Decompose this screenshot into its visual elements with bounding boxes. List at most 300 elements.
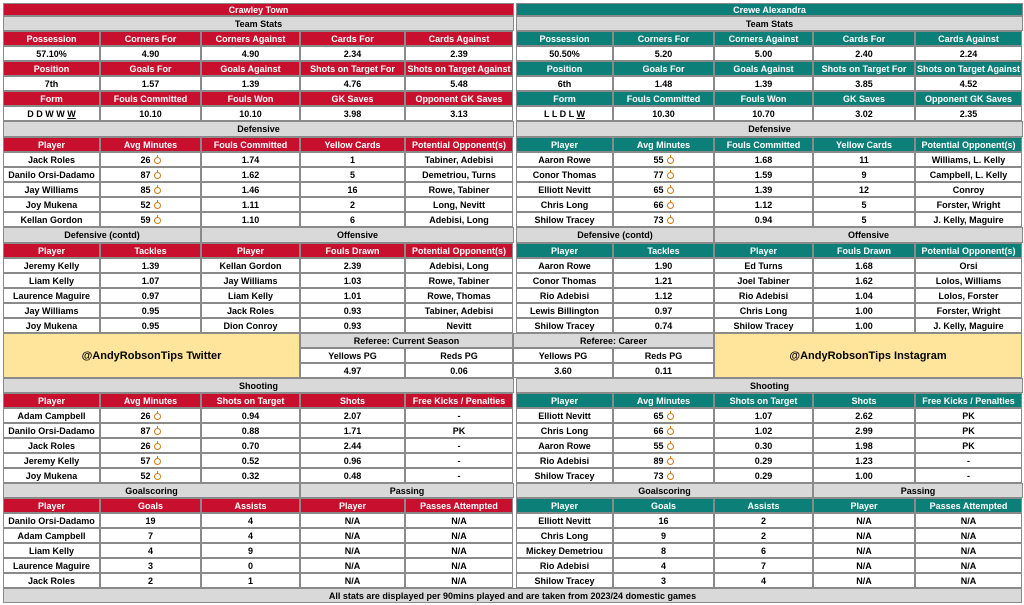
team-crawley-shooting-cell-4-3-text: 0.48 [343, 470, 362, 481]
team-crewe-row1-value-4-text: 2.24 [959, 48, 978, 59]
team-crawley-goalscoring-cell-3-1-text: 3 [147, 560, 153, 571]
referee-career-value-1-text: 0.11 [654, 365, 673, 376]
team-crewe-goalscoring-cell-3-2 [714, 558, 813, 573]
team-crawley-shooting-cell-0-0-text: Adam Campbell [17, 410, 86, 421]
team-crawley-row1-header-1 [100, 31, 201, 46]
team-crewe-shooting-cell-4-3-text: 1.00 [855, 470, 873, 481]
team-crawley-defensive-cell-4-2 [201, 212, 300, 227]
team-crewe-defensive-header-2-text: Fouls Committed [726, 139, 801, 150]
team-crawley-row2-header-3 [300, 61, 405, 76]
team-crewe-name [516, 3, 1023, 16]
team-crawley-row2-value-2-text: 1.39 [241, 78, 260, 89]
team-crawley-shooting-cell-0-3-text: 2.07 [343, 410, 362, 421]
team-crewe-row3-value-4 [915, 106, 1022, 121]
team-crewe-defensive-contd-cell-0-1-text: 1.90 [654, 260, 673, 271]
team-crawley-shooting-cell-1-3-text: 1.71 [343, 425, 362, 436]
team-crawley-offensive-cell-0-1-text: 2.39 [343, 260, 362, 271]
team-crewe-defensive-contd-cell-4-1-text: 0.74 [654, 320, 673, 331]
team-crewe-defensive-contd-title [516, 227, 714, 243]
team-crewe-row3-value-4-text: 2.35 [959, 108, 978, 119]
team-crewe-goalscoring-cell-0-0-text: Elliott Nevitt [538, 515, 591, 526]
team-crewe-defensive-cell-1-4 [915, 167, 1022, 182]
team-crawley-row3-value-0-text: D D W W W [27, 108, 76, 119]
team-crawley-defensive-cell-3-0-text: Joy Mukena [25, 199, 78, 210]
team-crawley-defensive-contd-cell-2-1 [100, 288, 201, 303]
team-crewe-offensive-header-2-text: Potential Opponent(s) [921, 245, 1016, 256]
team-crawley-row3-value-3 [300, 106, 405, 121]
team-crawley-defensive-header-4-text: Potential Opponent(s) [412, 139, 506, 150]
team-crewe-shooting-cell-3-0-text: Rio Adebisi [539, 455, 590, 466]
team-crawley-row2-value-3-text: 4.76 [343, 78, 362, 89]
team-crawley-offensive-cell-3-2 [405, 303, 513, 318]
team-crawley-shooting-cell-1-4-text: PK [452, 425, 466, 436]
referee-current-header-1-text: Reds PG [440, 350, 478, 361]
team-crewe-shooting-cell-2-1-text: 55 [653, 440, 664, 451]
team-crawley-row2-header-2 [201, 61, 300, 76]
team-crewe-row3-header-3 [813, 91, 915, 106]
team-crewe-defensive-contd-cell-4-0 [516, 318, 613, 333]
team-crewe-offensive-cell-1-0-text: Joel Tabiner [737, 275, 790, 286]
team-crawley-offensive-cell-2-1-text: 1.01 [343, 290, 362, 301]
team-crewe-defensive-cell-1-1 [613, 167, 714, 182]
team-crewe-shooting-cell-0-0 [516, 408, 613, 423]
team-crewe-passing-cell-4-1 [915, 573, 1022, 588]
team-crawley-goalscoring-title [3, 483, 300, 498]
team-crewe-defensive-cell-2-1 [613, 182, 714, 197]
team-crawley-team-stats-title-text: Team Stats [234, 18, 283, 29]
team-crawley-row1-value-2 [201, 46, 300, 61]
team-crawley-shooting-cell-4-0-text: Joy Mukena [25, 470, 78, 481]
team-crewe-shooting-cell-1-1 [613, 423, 714, 438]
team-crewe-passing-cell-1-0-text: N/A [856, 530, 872, 541]
team-crawley-row3-value-0 [3, 106, 100, 121]
referee-career-header-0 [513, 348, 613, 363]
team-crewe-row1-value-2-text: 5.00 [754, 48, 773, 59]
team-crewe-shooting-header-0 [516, 393, 613, 408]
team-crewe-offensive-cell-1-1-text: 1.62 [855, 275, 873, 286]
team-crawley-row3-header-1-text: Fouls Committed [113, 93, 188, 104]
team-crawley-goalscoring-cell-1-2-text: 4 [247, 530, 253, 541]
team-crewe-offensive-header-0-text: Player [749, 245, 778, 256]
referee-current-value-0-text: 4.97 [343, 365, 362, 376]
team-crawley-shooting-cell-0-2 [201, 408, 300, 423]
team-crawley-row2-header-0 [3, 61, 100, 76]
team-crewe-goalscoring-cell-3-2-text: 7 [760, 560, 766, 571]
team-crawley-shooting-cell-1-1 [100, 423, 201, 438]
team-crewe-row2-header-1 [613, 61, 714, 76]
team-crawley-offensive-cell-2-1 [300, 288, 405, 303]
team-crewe-defensive-cell-2-1-text: 65 [653, 184, 664, 195]
team-crawley-defensive-cell-3-2 [201, 197, 300, 212]
team-crawley-row2-value-4-text: 5.48 [450, 78, 468, 89]
stopwatch-icon [154, 413, 161, 420]
team-crawley-defensive-contd-cell-1-1 [100, 273, 201, 288]
referee-career-title [513, 333, 714, 348]
team-crewe-goalscoring-cell-2-0 [516, 543, 613, 558]
referee-career-header-1-text: Reds PG [644, 350, 683, 361]
team-crewe-offensive-cell-4-1-text: 1.00 [855, 320, 873, 331]
team-crawley-defensive-contd-cell-0-0 [3, 258, 100, 273]
team-crawley-offensive-header-2 [405, 243, 513, 258]
team-crewe-shooting-cell-2-1 [613, 438, 714, 453]
team-crawley-defensive-contd-cell-3-0-text: Jay Williams [24, 305, 79, 316]
team-crawley-defensive-header-2-text: Fouls Committed [213, 139, 288, 150]
team-crawley-defensive-cell-3-3 [300, 197, 405, 212]
team-crewe-passing-cell-4-0 [813, 573, 915, 588]
team-crewe-goalscoring-cell-4-0 [516, 573, 613, 588]
team-crewe-row2-header-2 [714, 61, 813, 76]
team-crewe-row2-value-0-text: 6th [557, 78, 572, 89]
team-crewe-row3-header-2-text: Fouls Won [740, 93, 787, 104]
team-crawley-defensive-header-3 [300, 137, 405, 152]
team-crawley-defensive-cell-0-3-text: 1 [349, 154, 355, 165]
team-crawley-goalscoring-cell-4-2-text: 1 [247, 575, 253, 586]
team-crewe-passing-cell-3-0 [813, 558, 915, 573]
team-crewe-offensive-cell-3-1 [813, 303, 915, 318]
team-crewe-defensive-cell-0-1-text: 55 [653, 154, 664, 165]
team-crewe-defensive-contd-cell-1-0 [516, 273, 613, 288]
twitter-promo [3, 333, 300, 378]
team-crawley-defensive-contd-cell-0-0-text: Jeremy Kelly [23, 260, 80, 271]
team-crawley-shooting-title-text: Shooting [239, 380, 278, 391]
team-crewe-defensive-contd-cell-4-1 [613, 318, 714, 333]
team-crewe-defensive-cell-4-3 [813, 212, 915, 227]
team-crewe-defensive-cell-1-2 [714, 167, 813, 182]
team-crawley-row2-header-0-text: Position [33, 63, 70, 74]
team-crawley-goalscoring-cell-2-0 [3, 543, 100, 558]
team-crewe-defensive-cell-4-2 [714, 212, 813, 227]
team-crawley-goalscoring-cell-4-1-text: 2 [147, 575, 153, 586]
team-crawley-shooting-cell-3-3 [300, 453, 405, 468]
team-crawley-row2-value-0 [3, 76, 100, 91]
team-crawley-offensive-cell-4-1-text: 0.93 [343, 320, 362, 331]
team-crewe-shooting-header-1 [613, 393, 714, 408]
stopwatch-icon [154, 428, 161, 435]
team-crawley-defensive-cell-4-2-text: 1.10 [241, 214, 260, 225]
referee-current-value-0 [300, 363, 405, 378]
team-crewe-defensive-contd-header-0 [516, 243, 613, 258]
stopwatch-icon [667, 202, 674, 209]
team-crawley-offensive-cell-0-1 [300, 258, 405, 273]
team-crewe-row1-header-3 [813, 31, 915, 46]
team-crawley-row1-header-3-text: Cards For [331, 33, 374, 44]
team-crewe-passing-cell-4-1-text: N/A [960, 575, 977, 586]
team-crewe-defensive-cell-1-3-text: 9 [861, 169, 867, 180]
team-crawley-defensive-cell-4-4-text: Adebisi, Long [429, 214, 489, 225]
team-crawley-shooting-cell-3-0-text: Jeremy Kelly [23, 455, 80, 466]
team-crewe-offensive-cell-2-0-text: Rio Adebisi [738, 290, 789, 301]
team-crewe-defensive-contd-cell-3-0 [516, 303, 613, 318]
team-crawley-row1-value-3 [300, 46, 405, 61]
team-crawley-defensive-contd-title [3, 227, 201, 243]
team-crewe-passing-header-1-text: Passes Attempted [929, 500, 1008, 511]
team-crawley-defensive-header-0 [3, 137, 100, 152]
team-crewe-row3-value-0-text: L L D L W [543, 108, 585, 119]
team-crawley-defensive-cell-1-0 [3, 167, 100, 182]
team-crewe-defensive-contd-cell-1-1 [613, 273, 714, 288]
stopwatch-icon [154, 202, 161, 209]
team-crawley-defensive-cell-0-2-text: 1.74 [241, 154, 260, 165]
team-crawley-shooting-cell-4-2-text: 0.32 [241, 470, 260, 481]
team-crawley-row2-header-1 [100, 61, 201, 76]
team-crawley-defensive-contd-cell-4-0 [3, 318, 100, 333]
team-crawley-defensive-cell-3-0 [3, 197, 100, 212]
team-crawley-defensive-cell-2-4-text: Rowe, Tabiner [428, 184, 490, 195]
team-crawley-row1-value-4-text: 2.39 [450, 48, 468, 59]
team-crawley-goalscoring-cell-3-0-text: Laurence Maguire [12, 560, 91, 571]
team-crewe-passing-cell-2-1 [915, 543, 1022, 558]
team-crawley-goalscoring-cell-0-0 [3, 513, 100, 528]
team-crawley-defensive-contd-cell-1-0-text: Liam Kelly [28, 275, 75, 286]
team-crawley-shooting-cell-2-4 [405, 438, 513, 453]
team-crewe-defensive-cell-0-4-text: Williams, L. Kelly [931, 154, 1006, 165]
team-crewe-shooting-cell-1-2 [714, 423, 813, 438]
footer-note-text: All stats are displayed per 90mins played and are taken from 2023/24 domestic games [328, 590, 697, 601]
team-crawley-shooting-header-0 [3, 393, 100, 408]
team-crawley-goalscoring-cell-2-2 [201, 543, 300, 558]
team-crawley-defensive-contd-cell-2-1-text: 0.97 [141, 290, 160, 301]
team-crawley-offensive-cell-1-0 [201, 273, 300, 288]
team-crawley-shooting-header-2-text: Shots on Target [216, 395, 285, 406]
team-crawley-row1-value-3-text: 2.34 [343, 48, 362, 59]
team-crewe-passing-cell-0-1-text: N/A [960, 515, 977, 526]
team-crewe-offensive-cell-2-1-text: 1.04 [855, 290, 873, 301]
team-crewe-defensive-contd-cell-0-1 [613, 258, 714, 273]
team-crewe-defensive-contd-cell-0-0-text: Aaron Rowe [538, 260, 591, 271]
referee-current-title [300, 333, 513, 348]
team-crewe-row2-value-3-text: 3.85 [855, 78, 873, 89]
team-crawley-defensive-header-0-text: Player [37, 139, 66, 150]
team-crewe-row3-header-2 [714, 91, 813, 106]
team-crawley-defensive-cell-4-1-text: 59 [140, 214, 151, 225]
team-crawley-passing-cell-1-1-text: N/A [451, 530, 467, 541]
team-crawley-row3-value-1-text: 10.10 [139, 108, 162, 119]
team-crawley-goalscoring-cell-2-0-text: Liam Kelly [28, 545, 75, 556]
referee-career-value-0 [513, 363, 613, 378]
team-crewe-row3-value-3 [813, 106, 915, 121]
team-crewe-defensive-cell-2-0 [516, 182, 613, 197]
team-crawley-passing-header-0-text: Player [338, 500, 367, 511]
team-crawley-row3-value-1 [100, 106, 201, 121]
team-crawley-defensive-cell-3-1 [100, 197, 201, 212]
team-crewe-defensive-cell-1-0-text: Conor Thomas [532, 169, 597, 180]
team-crawley-shooting-cell-2-0 [3, 438, 100, 453]
team-crawley-offensive-header-1 [300, 243, 405, 258]
stopwatch-icon [154, 473, 161, 480]
team-crewe-row2-value-0 [516, 76, 613, 91]
team-crawley-offensive-cell-4-0-text: Dion Conroy [223, 320, 278, 331]
team-crawley-defensive-contd-title-text: Defensive (contd) [64, 230, 140, 240]
team-crawley-defensive-title-text: Defensive [237, 124, 280, 134]
stopwatch-icon [154, 187, 161, 194]
team-crewe-shooting-cell-3-4 [915, 453, 1022, 468]
stopwatch-icon [667, 217, 674, 224]
team-crawley-passing-cell-4-1-text: N/A [451, 575, 467, 586]
team-crawley-offensive-header-1-text: Fouls Drawn [325, 245, 380, 256]
team-crewe-offensive-cell-3-0 [714, 303, 813, 318]
team-crawley-passing-cell-1-0-text: N/A [344, 530, 361, 541]
team-crewe-shooting-header-3 [813, 393, 915, 408]
team-crewe-passing-header-0-text: Player [850, 500, 878, 511]
team-crawley-goalscoring-cell-4-2 [201, 573, 300, 588]
referee-career-value-1 [613, 363, 714, 378]
referee-career-title-text: Referee: Career [579, 335, 648, 346]
team-crawley-offensive-cell-3-1-text: 0.93 [343, 305, 362, 316]
team-crawley-goalscoring-cell-0-2-text: 4 [247, 515, 253, 526]
team-crewe-goalscoring-cell-1-1-text: 9 [660, 530, 666, 541]
team-crewe-defensive-cell-4-4 [915, 212, 1022, 227]
team-crawley-offensive-cell-0-2-text: Adebisi, Long [429, 260, 489, 271]
team-crewe-offensive-title-text: Offensive [847, 230, 889, 240]
team-crawley-offensive-cell-2-2 [405, 288, 513, 303]
team-crawley-defensive-contd-header-0 [3, 243, 100, 258]
team-crewe-defensive-header-2 [714, 137, 813, 152]
team-crawley-shooting-cell-0-0 [3, 408, 100, 423]
team-crewe-row1-value-4 [915, 46, 1022, 61]
team-crawley-shooting-cell-3-1-text: 57 [140, 455, 151, 466]
team-crewe-goalscoring-cell-3-1 [613, 558, 714, 573]
team-crewe-row2-value-2 [714, 76, 813, 91]
team-crewe-row3-header-3-text: GK Saves [842, 93, 886, 104]
team-crawley-goalscoring-cell-4-0-text: Jack Roles [27, 575, 76, 586]
team-crewe-shooting-header-1-text: Avg Minutes [636, 395, 691, 406]
stopwatch-icon [667, 473, 674, 480]
team-crawley-offensive-header-2-text: Potential Opponent(s) [412, 245, 506, 256]
team-crawley-offensive-cell-2-2-text: Rowe, Thomas [427, 290, 491, 301]
team-crawley-row3-value-2-text: 10.10 [239, 108, 262, 119]
team-crewe-shooting-cell-3-3 [813, 453, 915, 468]
team-crawley-offensive-cell-1-1 [300, 273, 405, 288]
team-crewe-defensive-cell-2-4 [915, 182, 1022, 197]
team-crewe-passing-cell-1-1-text: N/A [960, 530, 977, 541]
team-crewe-defensive-header-1 [613, 137, 714, 152]
team-crawley-row3-header-3 [300, 91, 405, 106]
team-crewe-offensive-cell-0-1-text: 1.68 [855, 260, 873, 271]
team-crawley-row3-header-4 [405, 91, 513, 106]
team-crewe-defensive-cell-1-2-text: 1.59 [754, 169, 773, 180]
team-crawley-defensive-cell-1-2 [201, 167, 300, 182]
team-crawley-passing-cell-0-0 [300, 513, 405, 528]
team-crewe-shooting-cell-2-4-text: PK [962, 440, 975, 451]
stopwatch-icon [667, 428, 674, 435]
stopwatch-icon [667, 187, 674, 194]
team-crawley-shooting-cell-3-0 [3, 453, 100, 468]
team-crawley-shooting-cell-3-2 [201, 453, 300, 468]
team-crawley-goalscoring-header-1 [100, 498, 201, 513]
team-crawley-defensive-contd-cell-1-0 [3, 273, 100, 288]
team-crewe-row3-header-0 [516, 91, 613, 106]
team-crawley-offensive-cell-3-0 [201, 303, 300, 318]
team-crewe-defensive-contd-cell-3-0-text: Lewis Billington [530, 305, 599, 316]
team-crewe-row1-value-3-text: 2.40 [855, 48, 873, 59]
team-crewe-row1-header-1-text: Corners For [637, 33, 690, 44]
team-crewe-shooting-header-4 [915, 393, 1022, 408]
team-crawley-offensive-title [201, 227, 514, 243]
team-crewe-passing-cell-2-1-text: N/A [960, 545, 977, 556]
team-crewe-offensive-cell-3-2-text: Forster, Wright [936, 305, 1001, 316]
team-crewe-defensive-header-4 [915, 137, 1022, 152]
team-crawley-defensive-contd-cell-0-1-text: 1.39 [141, 260, 160, 271]
team-crawley-offensive-cell-3-2-text: Tabiner, Adebisi [424, 305, 494, 316]
team-crewe-defensive-cell-4-2-text: 0.94 [754, 214, 773, 225]
team-crewe-goalscoring-header-1 [613, 498, 714, 513]
team-crewe-defensive-cell-3-2 [714, 197, 813, 212]
team-crewe-goalscoring-cell-0-2 [714, 513, 813, 528]
referee-current-value-1 [405, 363, 513, 378]
team-crawley-defensive-cell-4-3 [300, 212, 405, 227]
team-crewe-defensive-contd-cell-0-0 [516, 258, 613, 273]
team-crawley-row2-header-2-text: Goals Against [220, 63, 281, 74]
team-crawley-offensive-cell-2-0 [201, 288, 300, 303]
team-crewe-offensive-cell-4-2 [915, 318, 1022, 333]
team-crawley-defensive-cell-1-4 [405, 167, 513, 182]
team-crewe-shooting-cell-1-4 [915, 423, 1022, 438]
team-crewe-defensive-cell-3-1 [613, 197, 714, 212]
team-crewe-offensive-cell-2-2-text: Lolos, Forster [938, 290, 999, 301]
team-crawley-row3-header-2 [201, 91, 300, 106]
team-crawley-defensive-cell-2-3 [300, 182, 405, 197]
team-crewe-defensive-cell-0-2 [714, 152, 813, 167]
team-crawley-shooting-title [3, 378, 514, 393]
team-crewe-passing-cell-4-0-text: N/A [856, 575, 872, 586]
team-crewe-passing-cell-1-0 [813, 528, 915, 543]
team-crewe-row1-value-2 [714, 46, 813, 61]
team-crawley-defensive-cell-0-1-text: 26 [140, 154, 151, 165]
team-crewe-defensive-cell-3-0 [516, 197, 613, 212]
latest-form-result: W [67, 108, 76, 119]
team-crewe-defensive-header-1-text: Avg Minutes [636, 139, 691, 150]
team-crewe-shooting-title [516, 378, 1023, 393]
team-crawley-row3-value-4 [405, 106, 513, 121]
referee-career-header-1 [613, 348, 714, 363]
team-crawley-defensive-cell-1-3 [300, 167, 405, 182]
team-crewe-passing-cell-0-1 [915, 513, 1022, 528]
team-crawley-row3-header-1 [100, 91, 201, 106]
latest-form-result: W [576, 108, 585, 119]
team-crawley-shooting-cell-4-4-text: - [457, 470, 461, 481]
team-crewe-row2-header-2-text: Goals Against [733, 63, 794, 74]
team-crawley-passing-cell-1-1 [405, 528, 513, 543]
team-crewe-offensive-cell-2-0 [714, 288, 813, 303]
stopwatch-icon [667, 157, 674, 164]
team-crewe-shooting-cell-0-3 [813, 408, 915, 423]
team-crawley-defensive-cell-0-0-text: Jack Roles [27, 154, 76, 165]
team-crawley-defensive-cell-4-4 [405, 212, 513, 227]
team-crawley-row3-header-4-text: Opponent GK Saves [415, 93, 503, 104]
team-crawley-goalscoring-cell-1-1 [100, 528, 201, 543]
team-crewe-goalscoring-header-0-text: Player [550, 500, 579, 511]
team-crawley-shooting-cell-0-4-text: - [457, 410, 461, 421]
team-crawley-row1-header-3 [300, 31, 405, 46]
team-crawley-passing-cell-4-0-text: N/A [344, 575, 361, 586]
team-crewe-shooting-cell-2-2-text: 0.30 [754, 440, 773, 451]
team-crewe-row1-value-1 [613, 46, 714, 61]
team-crewe-defensive-cell-1-1-text: 77 [653, 169, 664, 180]
team-crawley-passing-title-text: Passing [389, 485, 425, 496]
team-crawley-defensive-contd-cell-4-1 [100, 318, 201, 333]
team-crewe-row2-value-3 [813, 76, 915, 91]
team-crawley-shooting-header-1-text: Avg Minutes [123, 395, 178, 406]
team-crawley-defensive-cell-3-4-text: Long, Nevitt [433, 199, 485, 210]
team-crawley-row1-header-2-text: Corners Against [215, 33, 286, 44]
stopwatch-icon [154, 217, 161, 224]
team-crewe-defensive-cell-3-2-text: 1.12 [754, 199, 773, 210]
team-crawley-defensive-cell-1-1 [100, 167, 201, 182]
stopwatch-icon [667, 172, 674, 179]
team-crewe-offensive-header-0 [714, 243, 813, 258]
team-crawley-shooting-cell-3-4 [405, 453, 513, 468]
team-crawley-defensive-title [3, 121, 514, 137]
